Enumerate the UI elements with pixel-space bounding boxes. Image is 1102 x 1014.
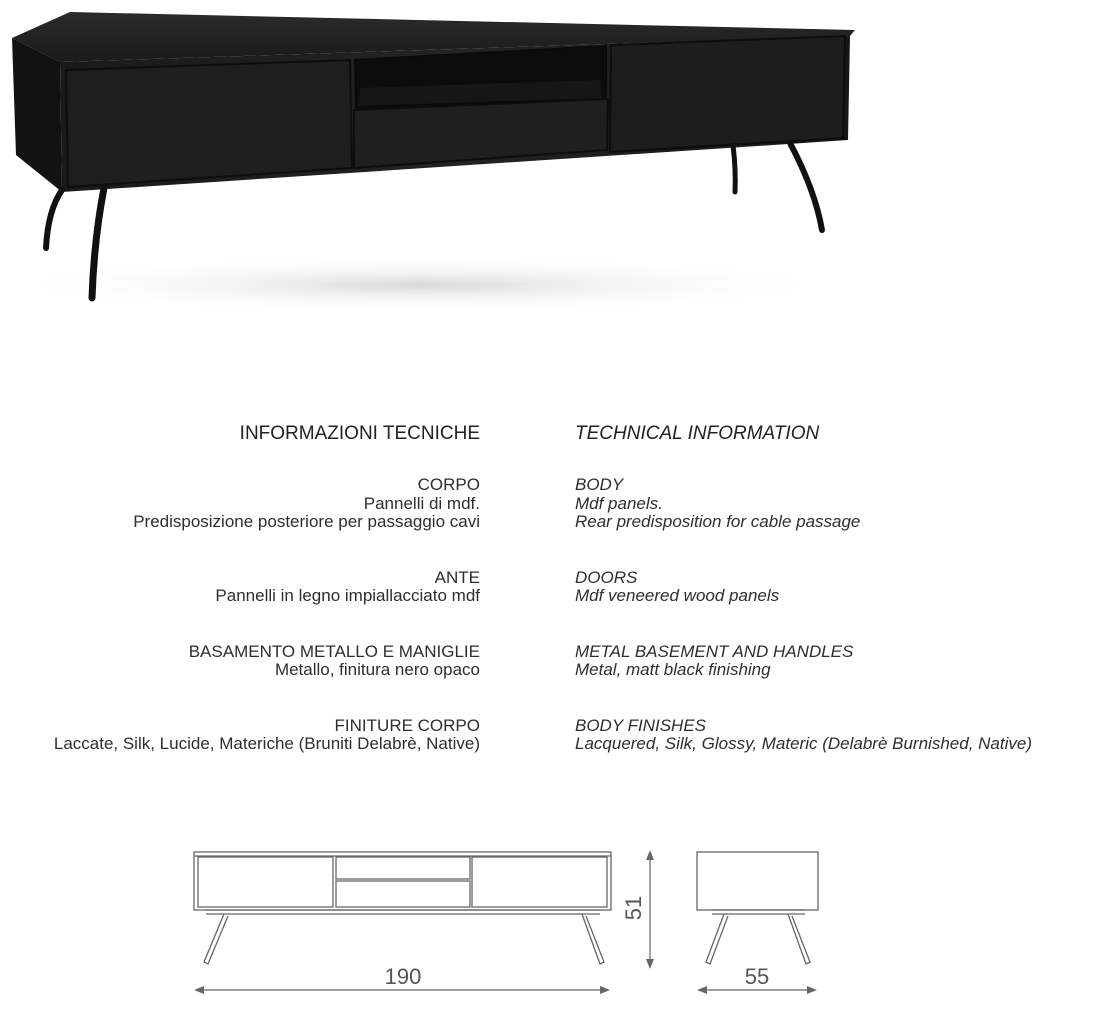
- height-value: 51: [621, 895, 646, 921]
- depth-value: 55: [744, 964, 770, 989]
- section-title: BODY FINISHES: [575, 715, 706, 735]
- section-line: Mdf veneered wood panels: [575, 586, 780, 605]
- dimension-drawings: [0, 830, 1102, 1014]
- italian-section-base: [30, 643, 480, 680]
- italian-heading: INFORMAZIONI TECNICHE: [239, 423, 480, 444]
- section-title: FINITURE CORPO: [334, 715, 480, 735]
- section-title: METAL BASEMENT AND HANDLES: [575, 641, 854, 661]
- english-technical-info: [575, 422, 1095, 791]
- english-section-doors: [575, 569, 1095, 606]
- side-view-drawing: [697, 852, 818, 964]
- italian-section-doors: [30, 569, 480, 606]
- section-title: BASAMENTO METALLO E MANIGLIE: [188, 641, 480, 661]
- product-photo: [0, 0, 1102, 330]
- section-title: BODY: [575, 475, 624, 494]
- english-heading: TECHNICAL INFORMATION: [575, 423, 820, 444]
- italian-section-body: [30, 476, 480, 532]
- section-line: Predisposizione posteriore per passaggio cavi: [133, 512, 480, 531]
- section-line: Metallo, finitura nero opaco: [274, 660, 480, 679]
- english-section-base: [575, 643, 1095, 680]
- front-view-drawing: [194, 852, 611, 964]
- section-line: Laccate, Silk, Lucide, Materiche (Bruniti Delabrè, Native): [53, 734, 480, 753]
- english-section-body: [575, 476, 1095, 532]
- section-title: DOORS: [575, 567, 638, 587]
- section-line: Pannelli di mdf.: [363, 493, 480, 513]
- section-line: Rear predisposition for cable passage: [575, 512, 861, 531]
- italian-section-finishes: [30, 717, 480, 754]
- section-title: CORPO: [417, 475, 480, 494]
- section-line: Mdf panels.: [575, 493, 663, 513]
- width-value: 190: [384, 964, 422, 989]
- height-dimension-line: [646, 850, 654, 969]
- english-section-finishes: [575, 717, 1095, 754]
- section-line: Pannelli in legno impiallacciato mdf: [215, 586, 480, 605]
- italian-technical-info: [30, 422, 480, 791]
- section-line: Metal, matt black finishing: [575, 660, 771, 679]
- section-line: Lacquered, Silk, Glossy, Materic (Delabrè Burnished, Native): [575, 734, 1032, 753]
- section-title: ANTE: [434, 567, 480, 587]
